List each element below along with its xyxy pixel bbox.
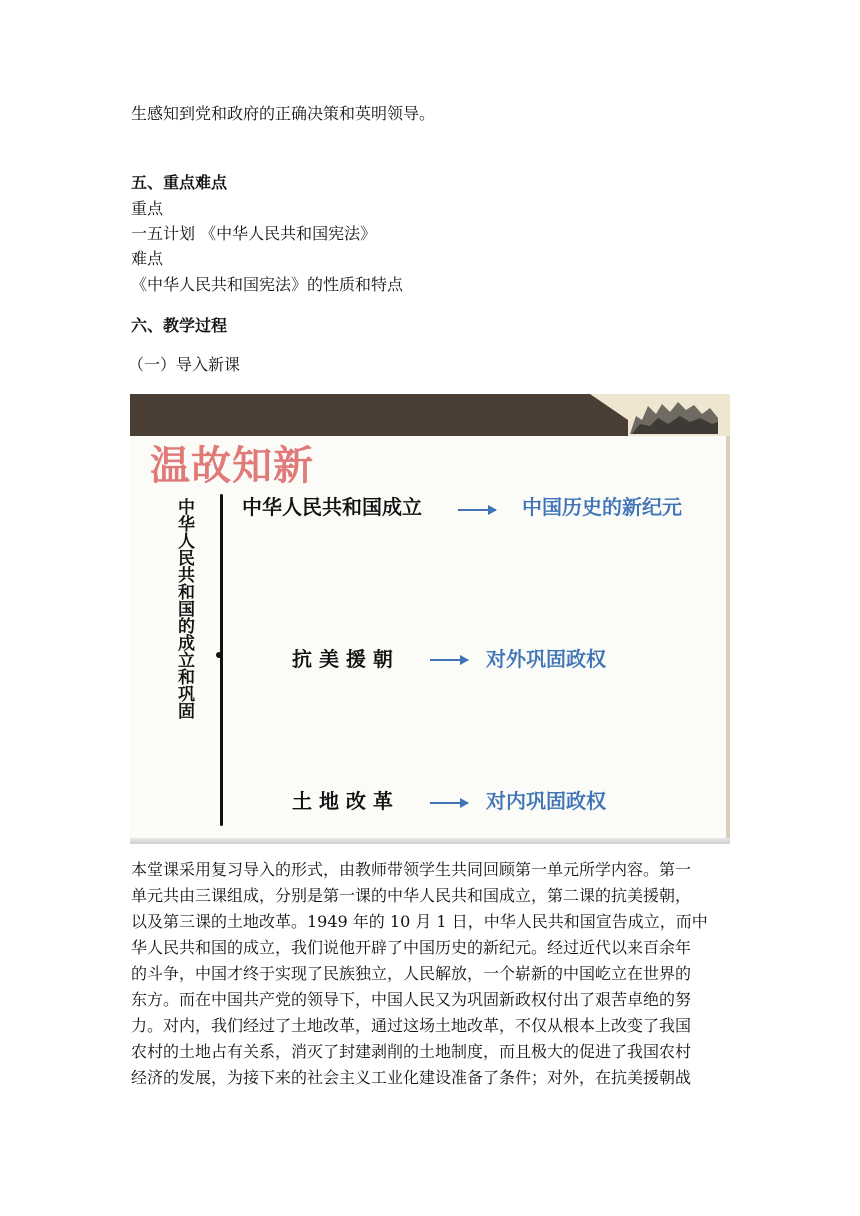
slide-title: 温故知新 xyxy=(150,443,314,489)
doc-line-1: 生感知到党和政府的正确决策和英明领导。 xyxy=(131,104,436,123)
row-1-left-text: 中华人民共和国成立 xyxy=(242,495,422,519)
paragraph-line-7: 力。对内，我们经过了土地改革，通过这场土地改革，不仅从根本上改变了我国 xyxy=(131,1016,692,1035)
slide-bottom-edge xyxy=(130,838,730,844)
paragraph-line-5: 的斗争，中国才终于实现了民族独立，人民解放，一个崭新的中国屹立在世界的 xyxy=(131,964,692,983)
review-slide-image xyxy=(130,394,730,844)
difficulty-content: 《中华人民共和国宪法》的性质和特点 xyxy=(131,275,404,294)
bracket-line xyxy=(220,494,223,826)
historical-photo-thumbnail xyxy=(628,396,720,436)
paragraph-line-2: 单元共由三课组成，分别是第一课的中华人民共和国成立，第二课的抗美援朝， xyxy=(131,886,692,905)
paragraph-line-4: 华人民共和国的成立，我们说他开辟了中国历史的新纪元。经过近代以来百余年 xyxy=(131,938,692,957)
subsection-heading: （一）导入新课 xyxy=(128,355,241,374)
section-5-heading: 五、重点难点 xyxy=(131,173,228,192)
row-1-right-text: 中国历史的新纪元 xyxy=(522,495,682,519)
section-6-heading: 六、教学过程 xyxy=(131,316,228,335)
row-1-arrow xyxy=(458,509,496,511)
vertical-topic-label: 中华人民共和国的成立和巩固 xyxy=(174,498,194,719)
paragraph-line-3: 以及第三课的土地改革。1949 年的 10 月 1 日，中华人民共和国宣告成立，而中 xyxy=(131,912,708,931)
row-2-left-text: 抗 美 援 朝 xyxy=(292,647,393,671)
row-3-left-text: 土 地 改 革 xyxy=(292,789,393,813)
key-points-content: 一五计划 《中华人民共和国宪法》 xyxy=(131,224,377,243)
paragraph-line-6: 东方。而在中国共产党的领导下，中国人民又为巩固新政权付出了艰苦卓绝的努 xyxy=(131,990,692,1009)
paragraph-line-1: 本堂课采用复习导入的形式，由教师带领学生共同回顾第一单元所学内容。第一 xyxy=(131,860,692,879)
paragraph-line-9: 经济的发展，为接下来的社会主义工业化建设准备了条件；对外，在抗美援朝战 xyxy=(131,1068,692,1087)
difficulty-label: 难点 xyxy=(131,249,164,268)
row-2-arrow xyxy=(430,659,468,661)
bracket-point xyxy=(216,652,222,658)
key-points-label: 重点 xyxy=(131,199,164,218)
paragraph-line-8: 农村的土地占有关系，消灭了封建剥削的土地制度，而且极大的促进了我国农村 xyxy=(131,1042,692,1061)
row-3-right-text: 对内巩固政权 xyxy=(486,789,606,813)
row-3-arrow xyxy=(430,802,468,804)
slide-right-edge xyxy=(726,436,730,844)
row-2-right-text: 对外巩固政权 xyxy=(486,647,606,671)
